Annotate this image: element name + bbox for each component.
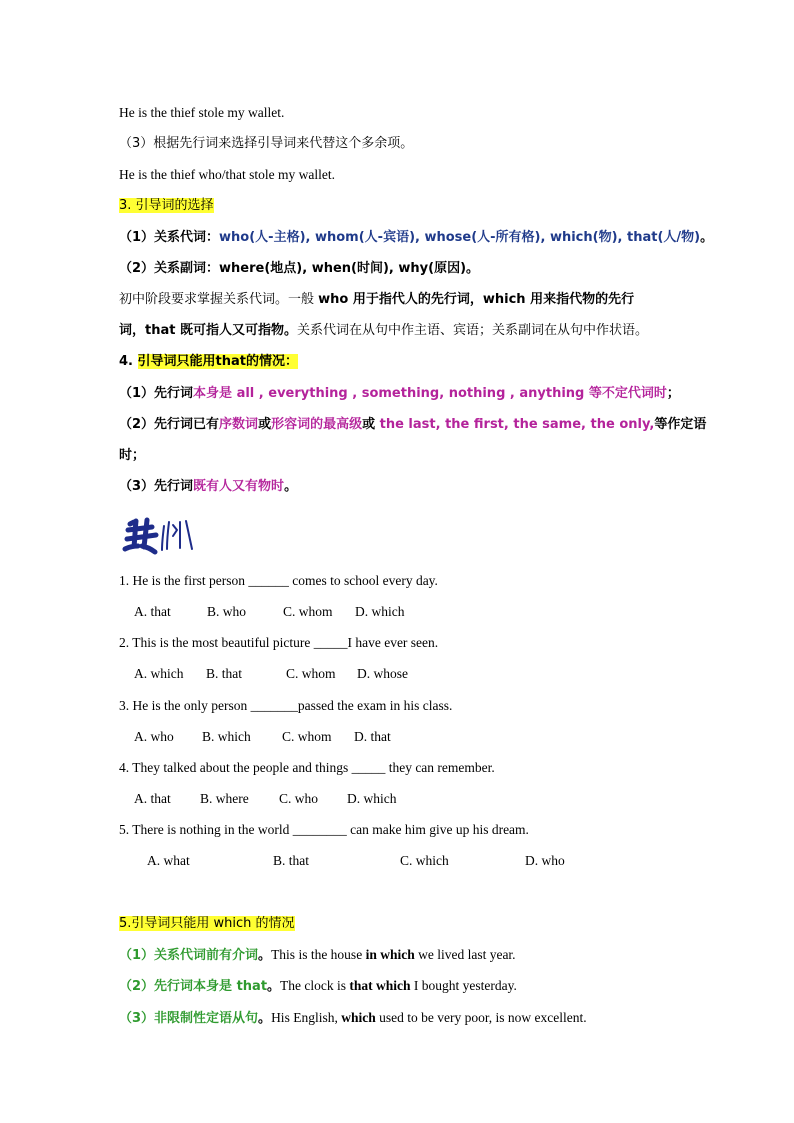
question-option: C. whom (282, 729, 332, 744)
question-option: C. who (279, 791, 319, 806)
note-which: which (482, 292, 526, 307)
section-4-rule-2-wrap: 时； (119, 448, 146, 463)
s5-rule-1-text-a: This is the house (271, 947, 366, 962)
question-option: A. which (134, 666, 184, 681)
note-text-b: 用于指代人的先行词， (348, 292, 483, 307)
s5-rule-1-label: （1）关系代词前有介词 (119, 948, 259, 963)
note-who: who (318, 292, 349, 307)
rel-adverb-label: （2）关系副词： (119, 261, 220, 276)
s5-rule-3-end: 。 (258, 1011, 272, 1026)
note-text-a: 初中阶段要求掌握关系代词。一般 (119, 292, 319, 307)
section-3-heading (119, 197, 214, 215)
rule-2-words: the last, the first, the same, the only, (379, 417, 655, 432)
question-option: D. who (525, 853, 565, 868)
question-stem: 2. This is the most beautiful picture _____I have ever seen. (119, 635, 439, 650)
section-5-rule-1 (119, 946, 516, 965)
section-4-rule-1 (119, 385, 680, 403)
question-stem: 4. They talked about the people and things _____ they can remember. (119, 760, 495, 775)
section-5-heading-end: 的情况 (251, 916, 295, 931)
example-logo-icon (122, 516, 200, 556)
rule-2-or-1: 或 (258, 417, 272, 432)
rule-2-or-2: 或 (362, 417, 380, 432)
rule-3-label: （3）先行词 (119, 479, 194, 494)
question-option: B. that (273, 853, 309, 868)
section-4-heading-highlight (138, 354, 299, 369)
example-sentence-1: He is the thief stole my wallet. (119, 105, 285, 120)
note-line-2 (119, 322, 648, 340)
rule-2-label: （2）先行词已有 (119, 417, 220, 432)
section-5-heading-highlight (119, 916, 295, 931)
question-option: B. where (200, 791, 249, 806)
section-5-heading-which: which (213, 916, 252, 931)
rel-adverb-end: 。 (466, 261, 480, 276)
question-option: B. which (202, 729, 251, 744)
question-option: A. that (134, 791, 171, 806)
rule-3-content: 既有人又有物时 (193, 479, 285, 494)
section-5-heading (119, 915, 295, 933)
section-4-number: 4. (119, 354, 138, 369)
note-text-d: 词， (119, 323, 146, 338)
section-4-heading (119, 353, 298, 371)
section-3-heading-text: 3. 引导词的选择 (119, 198, 214, 213)
rel-adverb-line (119, 260, 479, 278)
section-4-heading-end: 的情况： (246, 354, 299, 369)
section-5-rule-3 (119, 1009, 587, 1028)
question-option: D. which (347, 791, 397, 806)
rule-2-end: 等作定语 (654, 417, 707, 432)
s5-rule-1-text-c: we lived last year. (414, 947, 516, 962)
section-4-heading-text: 引导词只能用 (137, 354, 216, 369)
section-4-rule-3 (119, 478, 297, 496)
rel-pronoun-end: 。 (700, 230, 714, 245)
s5-rule-1-bold: in which (365, 947, 415, 962)
rule-3-end: 。 (284, 479, 298, 494)
question-stem: 5. There is nothing in the world ________ can make him give up his dream. (119, 822, 529, 837)
s5-rule-2-bold: that which (349, 978, 411, 993)
s5-rule-3-label: （3）非限制性定语从句 (119, 1011, 259, 1026)
section-5-heading-text: 5.引导词只能用 (119, 916, 214, 931)
note-text-c: 用来指代物的先行 (525, 292, 635, 307)
section-4-heading-that: that (215, 354, 246, 369)
section-5-rule-2 (119, 977, 517, 996)
note-text-f: 关系代词在从句中作主语、宾语；关系副词在从句中作状语。 (297, 323, 649, 338)
example-sentence-2: He is the thief who/that stole my wallet. (119, 167, 335, 182)
s5-rule-3-text-a: His English, (271, 1010, 342, 1025)
question-option: A. that (134, 604, 171, 619)
question-option: C. which (400, 853, 449, 868)
rule-2-superlative: 形容词的最高级 (271, 417, 363, 432)
section-4-rule-2 (119, 416, 706, 434)
s5-rule-3-bold: which (341, 1010, 376, 1025)
rule-1-content: 本身是 all , everything , something, nothing , anything 等不定代词时 (193, 386, 667, 401)
rule-1-end: ； (666, 386, 680, 401)
step-3: （3）根据先行词来选择引导词来代替这个多余项。 (119, 136, 414, 151)
note-that: that (145, 323, 176, 338)
rule-1-label: （1）先行词 (119, 386, 194, 401)
question-option: C. whom (283, 604, 333, 619)
question-option: B. who (207, 604, 247, 619)
s5-rule-2-text-c: I bought yesterday. (410, 978, 517, 993)
rel-pronoun-label: （1）关系代词： (119, 230, 220, 245)
note-text-e: 既可指人又可指物。 (175, 323, 298, 338)
rel-adverb-content: where(地点), when(时间), why(原因) (219, 261, 467, 276)
note-line-1 (119, 291, 634, 309)
question-option: D. which (355, 604, 405, 619)
rel-pronoun-line (119, 229, 713, 247)
question-option: D. whose (357, 666, 408, 681)
question-option: A. who (134, 729, 174, 744)
s5-rule-2-label: （2）先行词本身是 that (119, 979, 268, 994)
s5-rule-3-text-c: used to be very poor, is now excellent. (375, 1010, 587, 1025)
question-option: D. that (354, 729, 391, 744)
question-option: C. whom (286, 666, 336, 681)
question-option: A. what (147, 853, 190, 868)
s5-rule-1-end: 。 (258, 948, 272, 963)
rel-pronoun-content: who(人-主格), whom(人-宾语), whose(人-所有格), which(物), that(人/物) (219, 230, 701, 245)
question-stem: 3. He is the only person _______passed the exam in his class. (119, 698, 453, 713)
s5-rule-2-text-a: The clock is (280, 978, 350, 993)
rule-2-ordinal: 序数词 (219, 417, 259, 432)
question-stem: 1. He is the first person ______ comes to school every day. (119, 573, 438, 588)
question-option: B. that (206, 666, 242, 681)
s5-rule-2-end: 。 (267, 979, 281, 994)
